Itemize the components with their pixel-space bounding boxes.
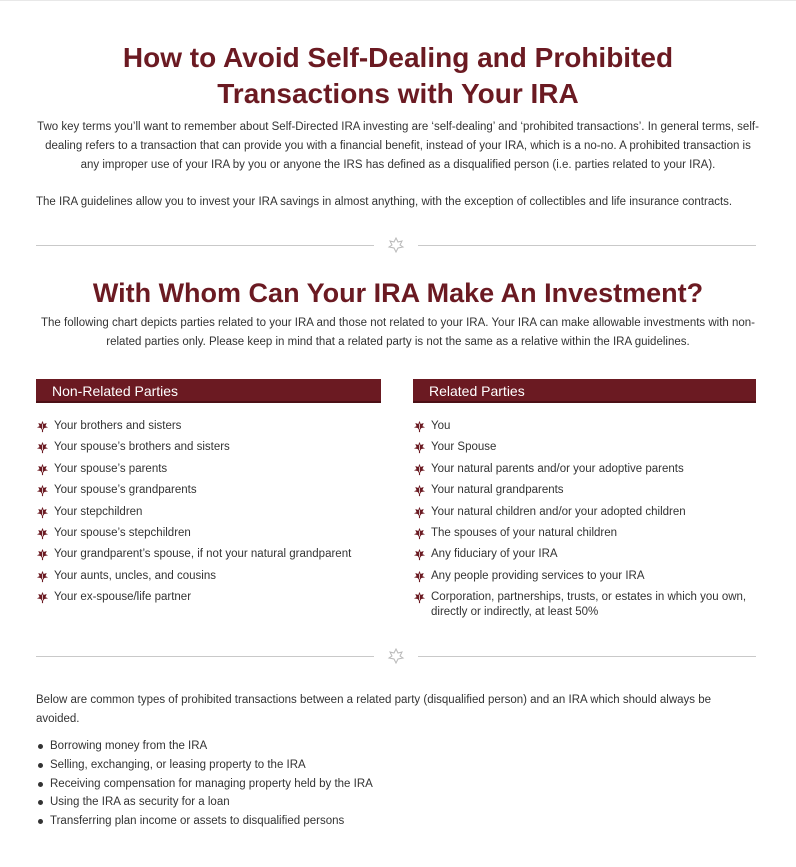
list-item-text: Corporation, partnerships, trusts, or estates in which you own, directly or indirectly, at least 50% xyxy=(431,591,747,619)
maple-leaf-icon xyxy=(36,570,49,583)
section-heading: With Whom Can Your IRA Make An Investment? xyxy=(92,278,704,308)
list-item-text: Your stepchildren xyxy=(54,505,143,518)
bullet-icon xyxy=(38,744,43,749)
prohibited-item-text: Receiving compensation for managing property held by the IRA xyxy=(50,777,373,790)
list-item-text: The spouses of your natural children xyxy=(431,526,618,539)
non-related-item xyxy=(36,569,381,584)
list-item-text: Your Spouse xyxy=(431,441,497,454)
maple-leaf-icon xyxy=(413,548,426,561)
non-related-item xyxy=(36,462,381,477)
list-item-text: You xyxy=(431,420,451,432)
list-item-text: Any people providing services to your IRA xyxy=(431,569,645,582)
maple-leaf-icon xyxy=(36,506,49,519)
non-related-item xyxy=(36,526,381,541)
prohibited-item xyxy=(36,737,373,756)
non-related-item xyxy=(36,547,381,562)
prohibited-item-text: Using the IRA as security for a loan xyxy=(50,796,230,809)
related-item xyxy=(413,483,756,498)
intro-paragraph: Two key terms you’ll want to remember about Self-Directed IRA investing are ‘self-dealing’ and ‘prohibited transactions’. In general terms, self-dealing refers to a transaction that can provide you with a financial benefit, instead of your IRA, which is a no-no. A prohibited transaction is any improper use of your IRA by you or anyone the IRS has defined as a disqualified person (i.e. parties related to your IRA). xyxy=(37,121,759,171)
maple-leaf-icon xyxy=(36,441,49,454)
non-related-item xyxy=(36,440,381,455)
list-item-text: Your spouse’s brothers and sisters xyxy=(54,441,230,454)
bullet-icon xyxy=(38,763,43,768)
leaf-ornament-icon xyxy=(386,237,406,253)
prohibited-item xyxy=(36,756,373,775)
list-item-text: Your spouse’s grandparents xyxy=(54,484,197,497)
prohibited-item xyxy=(36,812,373,831)
non-related-item xyxy=(36,419,381,434)
page-title-line-1: How to Avoid Self-Dealing and Prohibited xyxy=(122,42,674,73)
prohibited-item-text: Borrowing money from the IRA xyxy=(50,740,208,752)
bullet-icon xyxy=(38,819,43,824)
list-item-text: Your spouse’s parents xyxy=(54,462,168,475)
list-item-text: Your natural grandparents xyxy=(431,484,564,497)
related-item xyxy=(413,505,756,520)
non-related-list xyxy=(36,419,381,612)
list-item-text: Your natural parents and/or your adoptive parents xyxy=(431,462,684,475)
prohibited-intro: Below are common types of prohibited transactions between a related party (disqualified person) and an IRA which should always be avoided. xyxy=(36,694,712,725)
maple-leaf-icon xyxy=(36,591,49,604)
related-item xyxy=(413,526,756,541)
maple-leaf-icon xyxy=(36,548,49,561)
related-item xyxy=(413,547,756,562)
related-item xyxy=(413,590,756,620)
non-related-item xyxy=(36,483,381,498)
page-title-line-2: Transactions with Your IRA xyxy=(217,78,579,109)
maple-leaf-icon xyxy=(413,484,426,497)
maple-leaf-icon xyxy=(36,420,49,433)
prohibited-item xyxy=(36,775,373,794)
maple-leaf-icon xyxy=(36,463,49,476)
bullet-icon xyxy=(38,782,43,787)
top-rule xyxy=(0,0,796,1)
maple-leaf-icon xyxy=(413,441,426,454)
leaf-ornament-icon xyxy=(386,648,406,664)
maple-leaf-icon xyxy=(413,570,426,583)
maple-leaf-icon xyxy=(36,484,49,497)
maple-leaf-icon xyxy=(413,506,426,519)
list-item-text: Your spouse’s stepchildren xyxy=(54,526,191,539)
related-item xyxy=(413,440,756,455)
maple-leaf-icon xyxy=(413,591,426,604)
section-divider-2 xyxy=(36,648,756,664)
related-item xyxy=(413,462,756,477)
list-item-text: Your grandparent’s spouse, if not your natural grandparent xyxy=(54,548,352,561)
list-item-text: Your ex-spouse/life partner xyxy=(54,591,192,604)
maple-leaf-icon xyxy=(36,527,49,540)
page-title xyxy=(0,40,796,112)
related-item xyxy=(413,569,756,584)
chart-intro-paragraph: The following chart depicts parties related to your IRA and those not related to your IRA. Your IRA can make allowable investments with non-related parties only. Please keep in mind that a related party is not the same as a relative within the IRA guidelines. xyxy=(40,317,756,348)
list-item-text: Any fiduciary of your IRA xyxy=(431,548,558,561)
section-divider xyxy=(36,237,756,253)
maple-leaf-icon xyxy=(413,420,426,433)
prohibited-item xyxy=(36,793,373,812)
prohibited-list xyxy=(36,737,373,831)
prohibited-item-text: Selling, exchanging, or leasing property to the IRA xyxy=(50,758,306,771)
maple-leaf-icon xyxy=(413,527,426,540)
guidelines-paragraph: The IRA guidelines allow you to invest your IRA savings in almost anything, with the exception of collectibles and life insurance contracts. xyxy=(36,196,733,208)
bullet-icon xyxy=(38,800,43,805)
related-header: Related Parties xyxy=(413,379,756,403)
list-item-text: Your natural children and/or your adopted children xyxy=(431,505,686,518)
non-related-item xyxy=(36,590,381,605)
prohibited-item-text: Transferring plan income or assets to disqualified persons xyxy=(50,815,345,828)
non-related-item xyxy=(36,505,381,520)
non-related-header: Non-Related Parties xyxy=(36,379,381,403)
related-item xyxy=(413,419,756,434)
maple-leaf-icon xyxy=(413,463,426,476)
list-item-text: Your aunts, uncles, and cousins xyxy=(54,569,216,582)
list-item-text: Your brothers and sisters xyxy=(54,420,182,432)
related-list xyxy=(413,419,756,627)
